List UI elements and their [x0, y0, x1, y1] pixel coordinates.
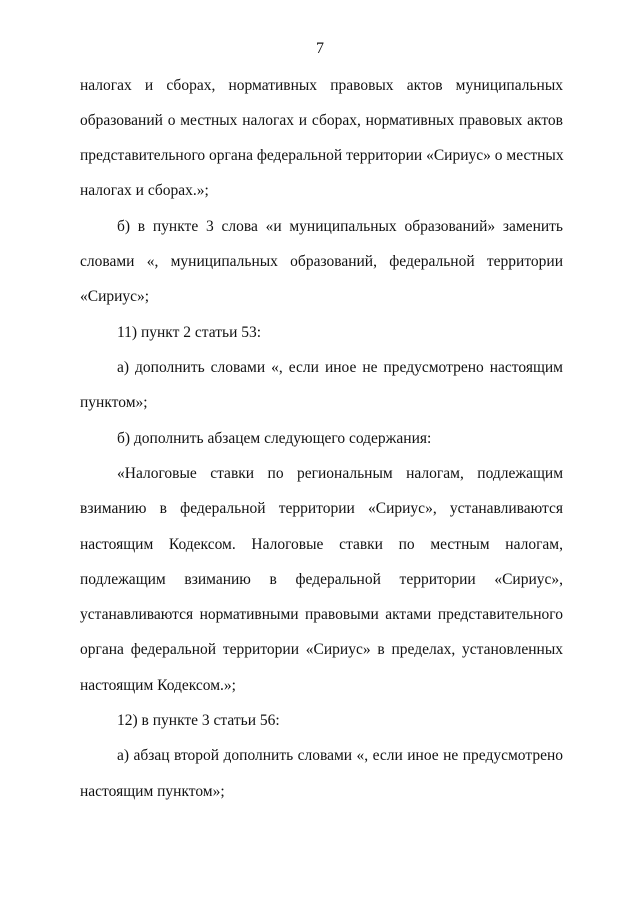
- text-line: налогах и сборах.»;: [80, 182, 209, 199]
- text-line: 12) в пункте 3 статьи 56:: [117, 712, 280, 729]
- text-line: взиманию в федеральной территории «Сириус», устанавливаются: [80, 500, 563, 517]
- text-line: настоящим Кодексом. Налоговые ставки по местным налогам,: [80, 536, 563, 553]
- text-line: 11) пункт 2 статьи 53:: [117, 324, 262, 341]
- text-line: а) абзац второй дополнить словами «, если иное не предусмотрено: [117, 747, 563, 764]
- text-line: органа федеральной территории «Сириус» в пределах, установленных: [80, 641, 563, 658]
- text-line: б) дополнить абзацем следующего содержания:: [117, 430, 432, 447]
- text-line: подлежащим взиманию в федеральной территории «Сириус»,: [80, 571, 563, 588]
- text-line: образований о местных налогах и сборах, нормативных правовых актов: [80, 112, 563, 129]
- text-line: словами «, муниципальных образований, федеральной территории: [80, 253, 563, 270]
- text-line: а) дополнить словами «, если иное не предусмотрено настоящим: [117, 359, 563, 376]
- text-line: устанавливаются нормативными правовыми актами представительного: [80, 606, 563, 623]
- text-line: «Сириус»;: [80, 288, 150, 305]
- text-line: настоящим Кодексом.»;: [80, 677, 236, 694]
- text-line: представительного органа федеральной территории «Сириус» о местных: [80, 147, 564, 164]
- text-line: б) в пункте 3 слова «и муниципальных образований» заменить: [117, 218, 563, 235]
- page-number: 7: [316, 40, 324, 57]
- text-line: налогах и сборах, нормативных правовых актов муниципальных: [80, 77, 563, 94]
- text-line: пунктом»;: [80, 394, 148, 411]
- text-line: настоящим пунктом»;: [80, 783, 225, 800]
- text-line: «Налоговые ставки по региональным налогам, подлежащим: [117, 465, 563, 482]
